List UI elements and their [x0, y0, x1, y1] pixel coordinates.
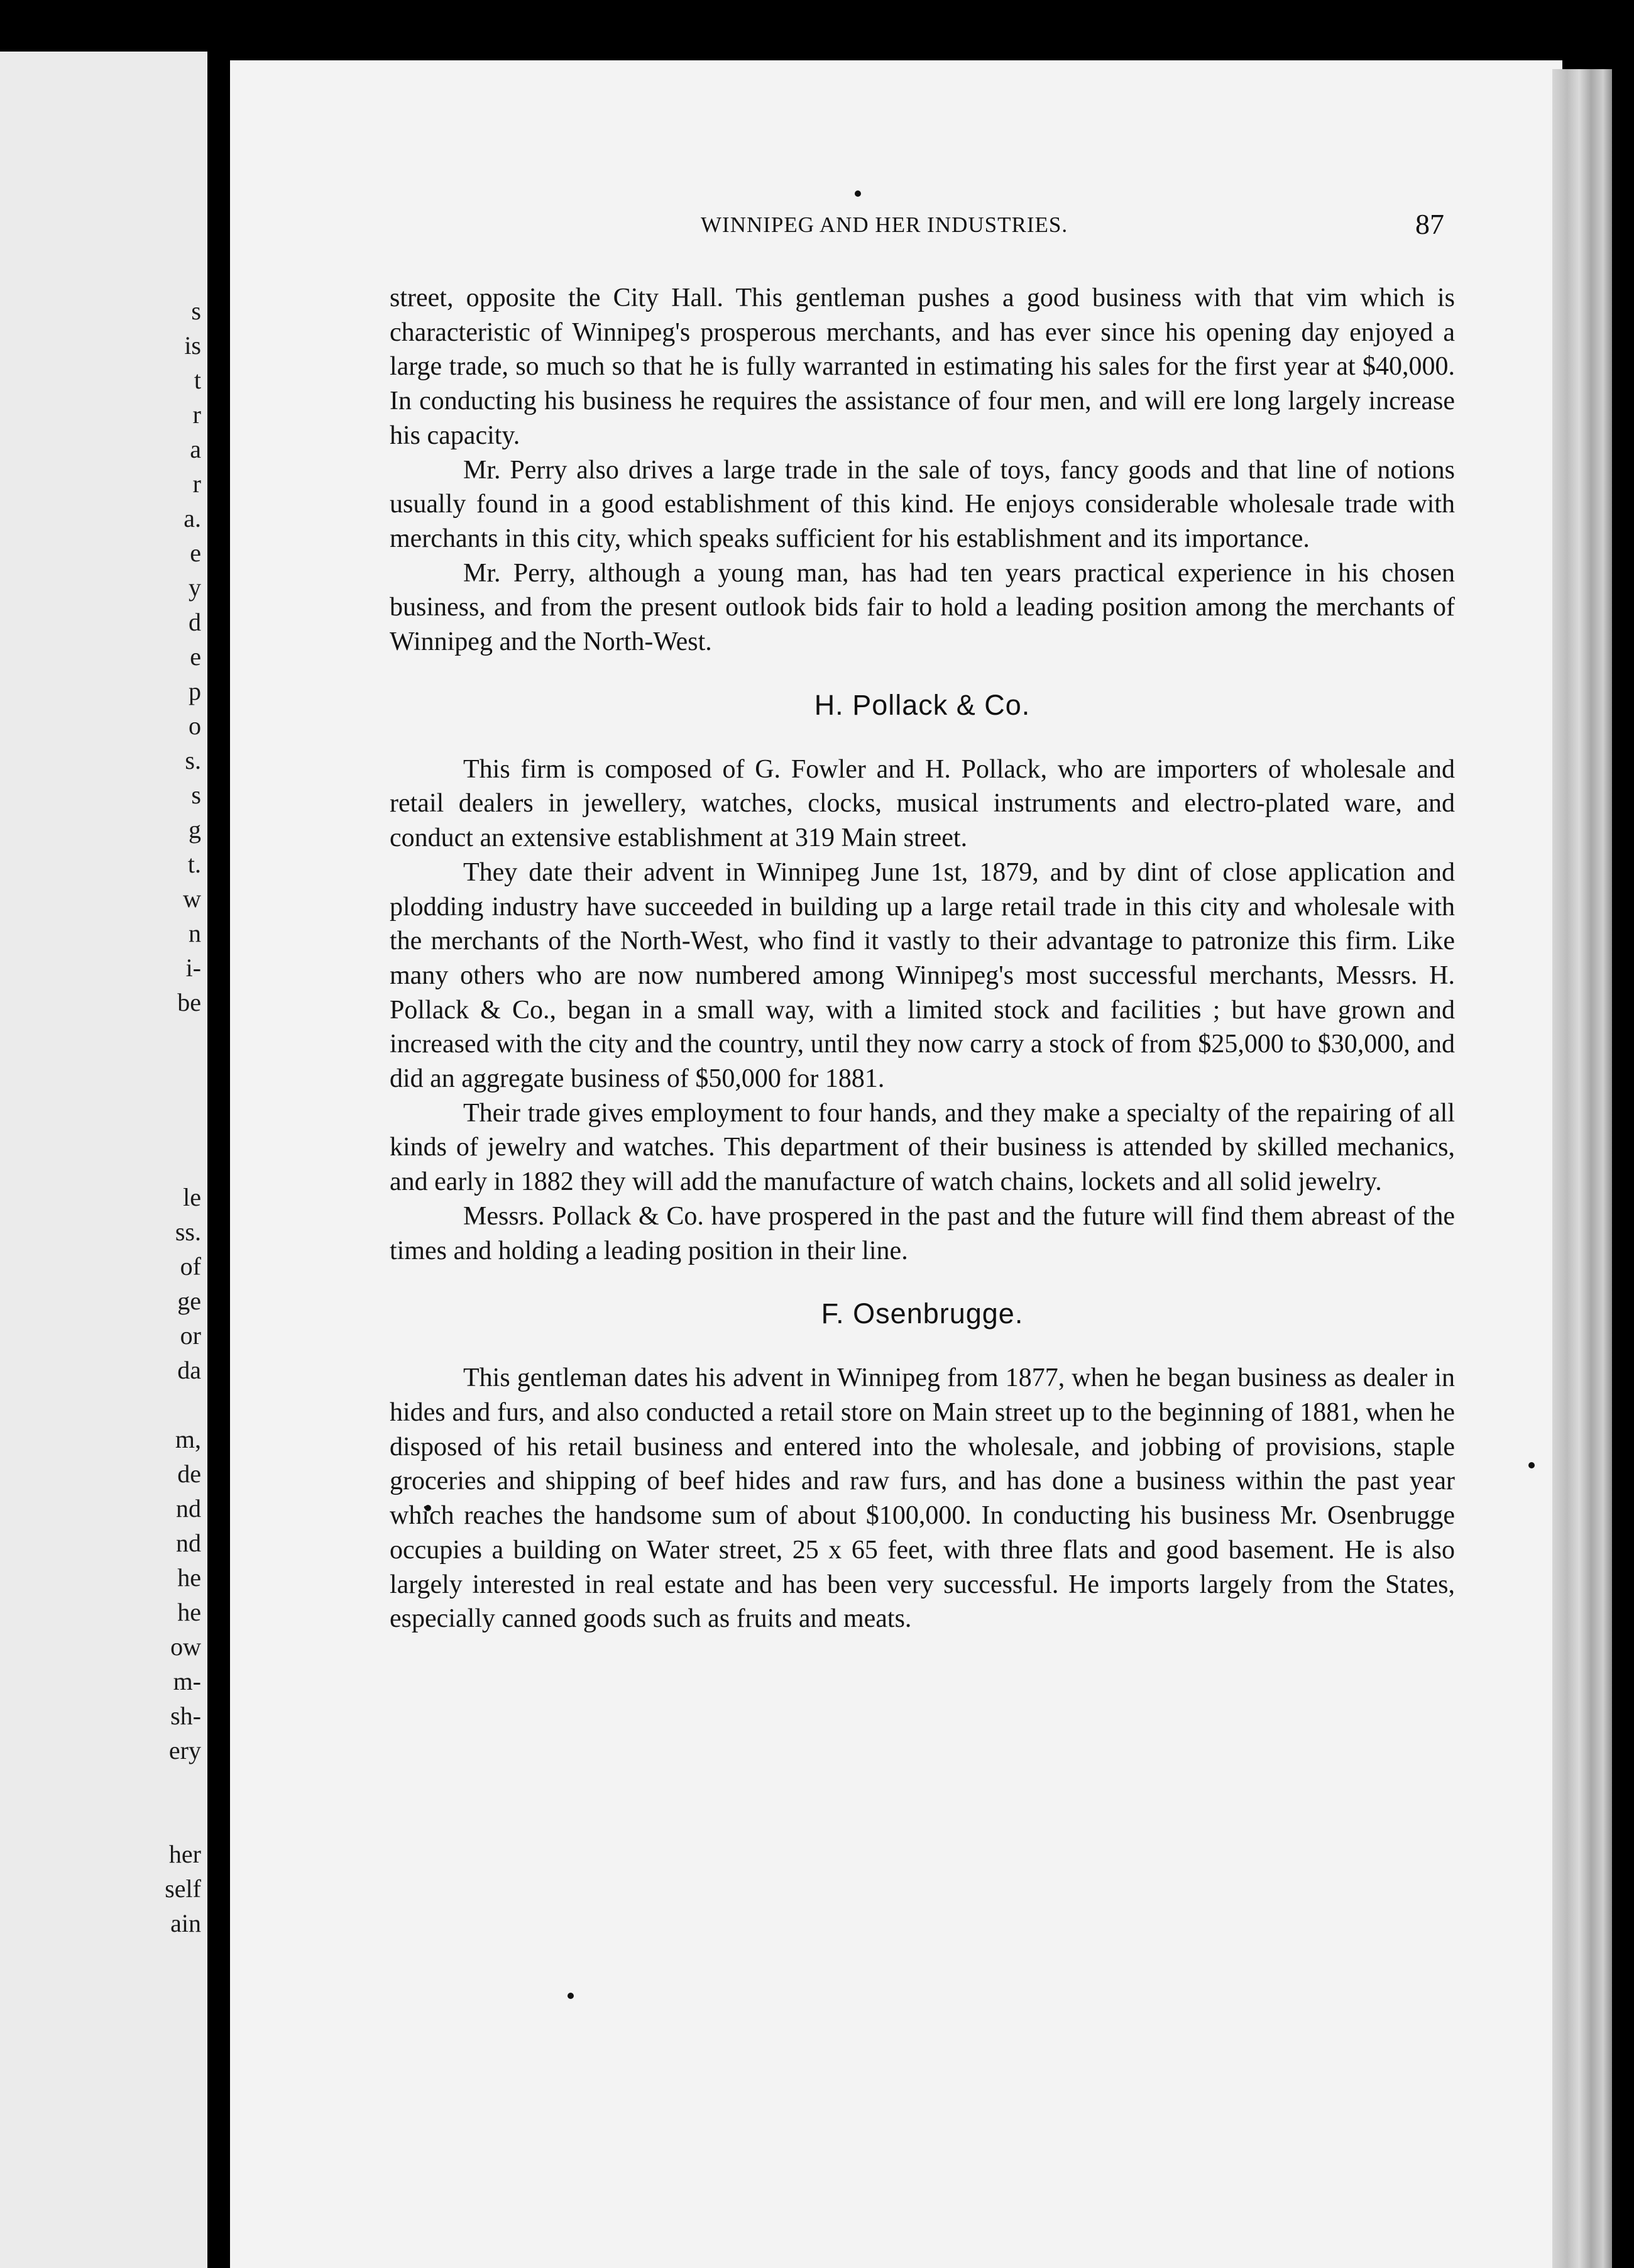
- book-gutter: [207, 0, 230, 2268]
- left-page-text-fragments: s is t r a r a. e y d e p o s. s g t. w n i- be: [177, 297, 201, 1016]
- section-heading: F. Osenbrugge.: [821, 1297, 1024, 1330]
- paragraph: Messrs. Pollack & Co. have prospered in the past and the future will find them abreast of the times and holding a leading position in their line.: [390, 1201, 1455, 1265]
- paragraph: Mr. Perry also drives a large trade in the sale of toys, fancy goods and that line of notions usually found in a good establishment of this kind. He enjoys considerable wholesale trade with merchants in this city, which speaks sufficient for his establishment and its importance.: [390, 455, 1455, 553]
- left-facing-page: [0, 52, 207, 2268]
- paragraph: They date their advent in Winnipeg June 1st, 1879, and by dint of close application and plodding industry have succeeded in building up a large retail trade in this city and wholesale with the merchants of the North-West, who find it vastly to their advantage to patronize this firm. Like many others who are now numbered among Winnipeg's most successful merchants, Messrs. H. Pollack & Co., began in a small way, with a limited stock and facilities ; but have grown and increased with the city and the country, until they now carry a stock of from $25,000 to $30,000, and did an aggregate business of $50,000 for 1881.: [390, 857, 1455, 1094]
- paragraph: This gentleman dates his advent in Winnipeg from 1877, when he began business as dealer in hides and furs, and also conducted a retail store on Main street up to the beginning of 1881, when he disposed of his retail business and entered into the wholesale, and jobbing of provisions, staple groceries and shipping of beef hides and raw furs, and has done a business within the past year which reaches the handsome sum of about $100,000. In conducting his business Mr. Osenbrugge occupies a building on Water street, 25 x 65 feet, with three flats and good basement. He is also largely interested in real estate and has been very successful. He imports largely from the States, especially canned goods such as fruits and meats.: [390, 1363, 1455, 1634]
- page-body: [390, 281, 1455, 1636]
- print-speck: [855, 190, 861, 197]
- section-heading: H. Pollack & Co.: [814, 688, 1031, 721]
- print-speck: [568, 1993, 574, 1999]
- paragraph: Their trade gives employment to four hands, and they make a specialty of the repairing of all kinds of jewelry and watches. This department of their business is attended by skilled mechanics, and early in 1882 they will add the manufacture of watch chains, lockets and all solid jewelry.: [390, 1098, 1455, 1197]
- left-page-text-fragments-lower: le ss. of ge or da m, de nd nd he he ow m- sh- ery her self ain: [165, 1183, 201, 1937]
- paragraph: street, opposite the City Hall. This gentleman pushes a good business with that vim which is characteristic of Winnipeg's prosperous merchants, and has ever since his opening day enjoyed a large trade, so much so that he is fully warranted in estimating his sales for the first year at $40,000. In conducting his business he requires the assistance of four men, and will ere long largely increase his capacity.: [390, 284, 1455, 450]
- paragraph: This firm is composed of G. Fowler and H. Pollack, who are importers of wholesale and retail dealers in jewellery, watches, clocks, musical instruments and electro-plated ware, and conduct an extensive establishment at 319 Main street.: [390, 754, 1455, 853]
- paragraph: Mr. Perry, although a young man, has had ten years practical experience in his chosen business, and from the present outlook bids fair to hold a leading position among the merchants of Winnipeg and the North-West.: [390, 558, 1455, 657]
- page-number: 87: [1415, 208, 1444, 240]
- page-edges: [1552, 69, 1612, 2268]
- running-head: WINNIPEG AND HER INDUSTRIES.: [701, 212, 1068, 237]
- print-speck: [1528, 1462, 1535, 1468]
